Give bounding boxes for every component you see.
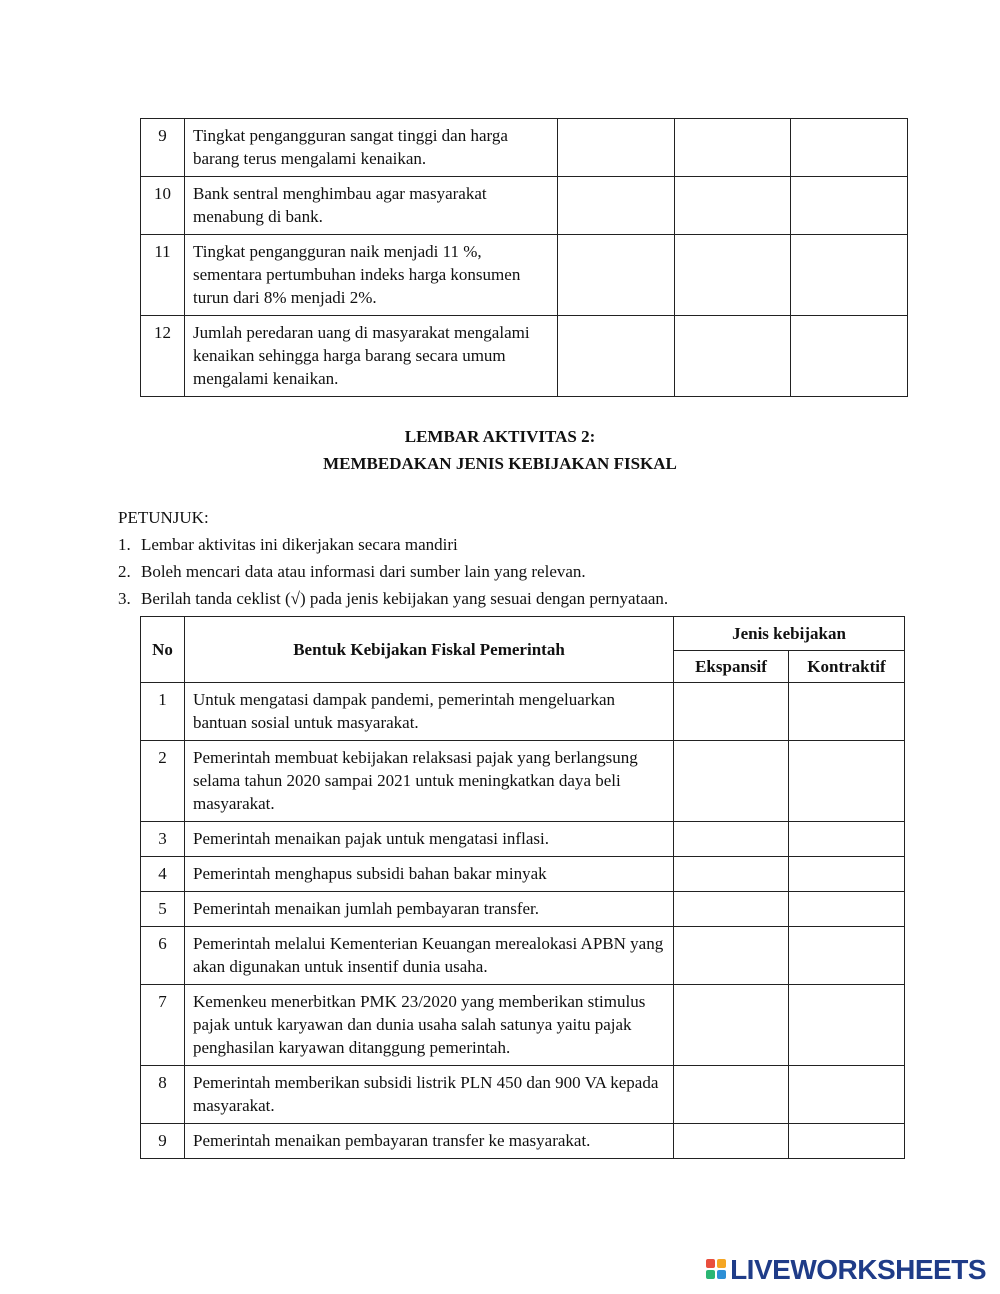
expansive-check-cell[interactable] xyxy=(674,1124,789,1159)
row-number: 8 xyxy=(141,1066,185,1124)
row-number: 9 xyxy=(141,1124,185,1159)
policy-text: Untuk mengatasi dampak pandemi, pemerintah mengeluarkan bantuan sosial untuk masyarakat. xyxy=(185,683,674,741)
answer-cell[interactable] xyxy=(791,235,908,316)
policy-text: Pemerintah menaikan jumlah pembayaran transfer. xyxy=(185,892,674,927)
table-row xyxy=(141,741,905,822)
table-row xyxy=(141,1124,905,1159)
answer-cell[interactable] xyxy=(791,119,908,177)
row-number: 12 xyxy=(141,316,185,397)
answer-cell[interactable] xyxy=(675,177,791,235)
expansive-check-cell[interactable] xyxy=(674,1066,789,1124)
contractive-check-cell[interactable] xyxy=(789,892,905,927)
header-expansive: Ekspansif xyxy=(674,651,789,683)
answer-cell[interactable] xyxy=(558,316,675,397)
table-row xyxy=(141,119,908,177)
expansive-check-cell[interactable] xyxy=(674,822,789,857)
header-contractive: Kontraktif xyxy=(789,651,905,683)
table-row xyxy=(141,316,908,397)
table-row xyxy=(141,857,905,892)
row-number: 9 xyxy=(141,119,185,177)
policy-text: Pemerintah memberikan subsidi listrik PLN 450 dan 900 VA kepada masyarakat. xyxy=(185,1066,674,1124)
row-number: 10 xyxy=(141,177,185,235)
contractive-check-cell[interactable] xyxy=(789,927,905,985)
table-row xyxy=(141,235,908,316)
answer-cell[interactable] xyxy=(791,316,908,397)
statement-text: Tingkat pengangguran sangat tinggi dan harga barang terus mengalami kenaikan. xyxy=(185,119,558,177)
instructions-label: PETUNJUK: xyxy=(118,508,209,527)
logo-text: LIVEWORKSHEETS xyxy=(730,1253,986,1285)
row-number: 11 xyxy=(141,235,185,316)
row-number: 5 xyxy=(141,892,185,927)
statement-text: Jumlah peredaran uang di masyarakat mengalami kenaikan sehingga harga barang secara umum mengalami kenaikan. xyxy=(185,316,558,397)
answer-cell[interactable] xyxy=(558,235,675,316)
table-previous-activity xyxy=(140,118,908,397)
header-policy-form: Bentuk Kebijakan Fiskal Pemerintah xyxy=(185,617,674,683)
table-row xyxy=(141,683,905,741)
instruction-item: 3. Berilah tanda ceklist (√) pada jenis kebijakan yang sesuai dengan pernyataan. xyxy=(118,589,669,608)
statement-text: Bank sentral menghimbau agar masyarakat menabung di bank. xyxy=(185,177,558,235)
contractive-check-cell[interactable] xyxy=(789,683,905,741)
row-number: 1 xyxy=(141,683,185,741)
policy-text: Pemerintah menaikan pembayaran transfer ke masyarakat. xyxy=(185,1124,674,1159)
logo-mark-icon xyxy=(706,1259,726,1279)
row-number: 6 xyxy=(141,927,185,985)
contractive-check-cell[interactable] xyxy=(789,741,905,822)
row-number: 2 xyxy=(141,741,185,822)
expansive-check-cell[interactable] xyxy=(674,985,789,1066)
liveworksheets-logo xyxy=(706,1254,986,1284)
table-row xyxy=(141,892,905,927)
policy-text: Pemerintah membuat kebijakan relaksasi pajak yang berlangsung selama tahun 2020 sampai 2021 untuk meningkatkan daya beli masyarakat. xyxy=(185,741,674,822)
expansive-check-cell[interactable] xyxy=(674,857,789,892)
answer-cell[interactable] xyxy=(675,316,791,397)
policy-text: Pemerintah menghapus subsidi bahan bakar minyak xyxy=(185,857,674,892)
contractive-check-cell[interactable] xyxy=(789,857,905,892)
instruction-item: 1. Lembar aktivitas ini dikerjakan secara mandiri xyxy=(118,535,458,554)
answer-cell[interactable] xyxy=(675,235,791,316)
table-row xyxy=(141,985,905,1066)
contractive-check-cell[interactable] xyxy=(789,985,905,1066)
answer-cell[interactable] xyxy=(558,177,675,235)
policy-text: Pemerintah menaikan pajak untuk mengatasi inflasi. xyxy=(185,822,674,857)
contractive-check-cell[interactable] xyxy=(789,1124,905,1159)
table-row xyxy=(141,822,905,857)
instruction-item: 2. Boleh mencari data atau informasi dari sumber lain yang relevan. xyxy=(118,562,586,581)
table-row xyxy=(141,927,905,985)
fiscal-policy-table xyxy=(140,616,905,1159)
activity-subtitle: MEMBEDAKAN JENIS KEBIJAKAN FISKAL xyxy=(323,454,677,473)
answer-cell[interactable] xyxy=(675,119,791,177)
expansive-check-cell[interactable] xyxy=(674,683,789,741)
row-number: 7 xyxy=(141,985,185,1066)
answer-cell[interactable] xyxy=(791,177,908,235)
table-row xyxy=(141,1066,905,1124)
row-number: 4 xyxy=(141,857,185,892)
instructions-list xyxy=(118,533,668,614)
statement-text: Tingkat pengangguran naik menjadi 11 %, sementara pertumbuhan indeks harga konsumen turun dari 8% menjadi 2%. xyxy=(185,235,558,316)
expansive-check-cell[interactable] xyxy=(674,892,789,927)
answer-cell[interactable] xyxy=(558,119,675,177)
policy-text: Pemerintah melalui Kementerian Keuangan merealokasi APBN yang akan digunakan untuk insentif dunia usaha. xyxy=(185,927,674,985)
header-policy-type: Jenis kebijakan xyxy=(674,617,905,651)
activity-title: LEMBAR AKTIVITAS 2: xyxy=(404,427,596,446)
expansive-check-cell[interactable] xyxy=(674,927,789,985)
table-row xyxy=(141,177,908,235)
contractive-check-cell[interactable] xyxy=(789,1066,905,1124)
header-no: No xyxy=(141,617,185,683)
row-number: 3 xyxy=(141,822,185,857)
contractive-check-cell[interactable] xyxy=(789,822,905,857)
expansive-check-cell[interactable] xyxy=(674,741,789,822)
policy-text: Kemenkeu menerbitkan PMK 23/2020 yang memberikan stimulus pajak untuk karyawan dan dunia usaha salah satunya yaitu pajak penghasilan karyawan ditanggung pemerintah. xyxy=(185,985,674,1066)
